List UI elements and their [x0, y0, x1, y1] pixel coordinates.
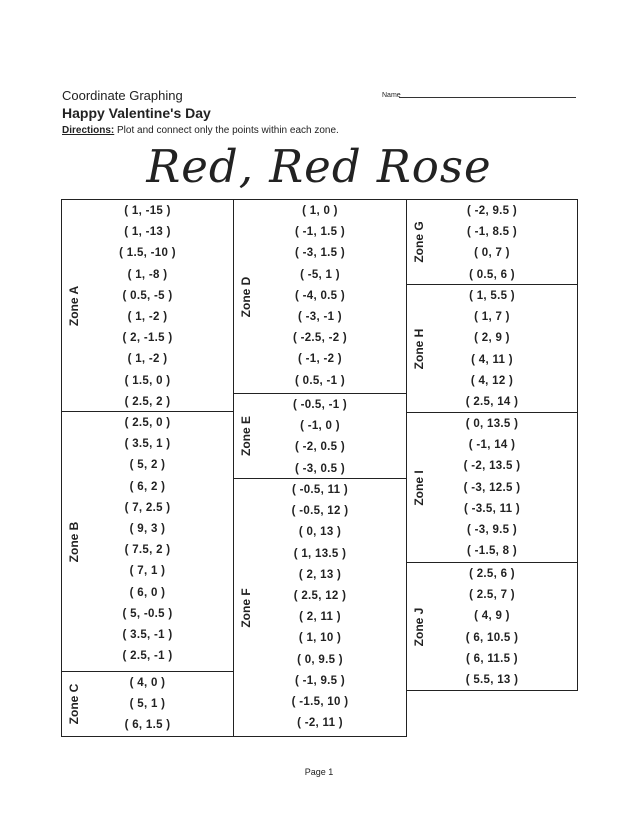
- coordinate-point: ( 1, -8 ): [127, 268, 168, 281]
- coordinate-point: ( 6, 11.5 ): [466, 652, 518, 665]
- coordinate-point: ( 6, 2 ): [129, 480, 166, 493]
- coordinate-point: ( -3, 1.5 ): [295, 247, 345, 260]
- coordinate-point: ( -2, 0.5 ): [295, 441, 345, 454]
- worksheet-subject: Coordinate Graphing: [62, 88, 183, 103]
- name-label: Name: [382, 92, 401, 99]
- zone-label-text: Zone F: [239, 587, 253, 628]
- zone-a: [61, 199, 234, 412]
- zone-j: [406, 562, 578, 691]
- zone-g: [406, 199, 578, 285]
- coordinate-point: ( -0.5, 11 ): [291, 484, 348, 496]
- coordinate-point: ( 7, 1 ): [129, 565, 166, 578]
- directions-text: Plot and connect only the points within each zone.: [114, 125, 339, 136]
- coordinate-point: ( 1.5, -10 ): [119, 247, 176, 260]
- coordinate-point: ( 6, 10.5 ): [465, 631, 519, 644]
- coordinate-point: ( 4, 12 ): [470, 374, 514, 387]
- zone-label-text: Zone H: [412, 328, 426, 369]
- coordinate-point: ( 1, 13.5 ): [293, 547, 347, 560]
- name-blank-line: [399, 97, 576, 98]
- coordinate-point: ( 2.5, 14 ): [465, 396, 519, 408]
- coordinate-point: ( 0, 9.5 ): [297, 653, 343, 666]
- coordinate-point: ( 4, 0 ): [129, 677, 166, 689]
- directions-label: Directions:: [62, 125, 115, 136]
- zone-label-text: Zone A: [67, 285, 81, 326]
- coordinate-point: ( 3.5, -1 ): [122, 629, 173, 641]
- zone-b: [61, 411, 234, 672]
- directions: [62, 125, 339, 136]
- zone-c: [61, 671, 234, 737]
- coordinate-point: ( -3, 9.5 ): [467, 524, 517, 536]
- zone-h: [406, 284, 578, 413]
- coordinate-point: ( -3.5, 11 ): [463, 502, 520, 515]
- coordinate-point: ( -2.5, -2 ): [292, 332, 348, 345]
- coordinate-point: ( 2.5, 2 ): [124, 395, 171, 408]
- coordinate-point: ( 2.5, 6 ): [469, 568, 515, 580]
- coordinate-point: ( 0.5, -1 ): [295, 374, 345, 387]
- coordinate-point: ( 0, 13 ): [298, 526, 342, 539]
- coordinate-point: ( 4, 11 ): [471, 353, 513, 366]
- coordinate-point: ( 5, -0.5 ): [122, 607, 173, 620]
- coordinate-point: ( 2.5, -1 ): [122, 650, 173, 663]
- coordinate-point: ( 1, -2 ): [127, 353, 168, 366]
- coordinate-point: ( -0.5, -1 ): [292, 399, 348, 411]
- page-number: Page 1: [304, 767, 334, 777]
- coordinate-point: ( -4, 0.5 ): [295, 289, 345, 302]
- coordinate-point: ( -2, 13.5 ): [463, 460, 521, 473]
- coordinate-point: ( 5, 2 ): [129, 459, 166, 472]
- coordinate-point: ( 2, 9 ): [474, 332, 510, 345]
- coordinate-point: ( 0.5, 6 ): [469, 268, 515, 281]
- coordinate-point: ( 2, -1.5 ): [122, 332, 173, 345]
- coordinate-point: ( -1, 1.5 ): [295, 226, 345, 239]
- coordinate-point: ( 1, -13 ): [124, 226, 171, 239]
- coordinate-point: ( -1, 9.5 ): [295, 674, 345, 687]
- coordinate-point: ( 3.5, 1 ): [124, 438, 171, 451]
- zone-label-text: Zone B: [67, 521, 81, 562]
- coordinate-point: ( 2.5, 12 ): [293, 590, 347, 602]
- zone-label-text: Zone J: [412, 607, 426, 646]
- coordinate-point: ( 2.5, 7 ): [469, 589, 515, 602]
- zone-i: [406, 412, 578, 563]
- column-right: [406, 199, 578, 691]
- coordinate-point: ( 6, 0 ): [129, 586, 166, 599]
- coordinate-point: ( -1, 8.5 ): [467, 226, 517, 239]
- zone-label-text: Zone I: [412, 469, 426, 506]
- coordinate-point: ( 7.5, 2 ): [124, 544, 171, 557]
- coordinate-point: ( -1.5, 10 ): [291, 696, 349, 708]
- coordinate-point: ( 1, 5.5 ): [469, 290, 515, 302]
- coordinate-point: ( -1, 14 ): [468, 439, 516, 452]
- zone-d: [233, 199, 407, 394]
- coordinate-point: ( -1, -2 ): [298, 353, 342, 366]
- coordinate-point: ( 1, -15 ): [124, 205, 171, 217]
- coordinate-point: ( 9, 3 ): [129, 523, 166, 535]
- coordinate-point: ( 1, -2 ): [127, 311, 168, 323]
- coordinate-point: ( 5.5, 13 ): [465, 674, 519, 686]
- coordinate-point: ( 4, 9 ): [474, 610, 510, 623]
- coordinate-point: ( 2, 13 ): [298, 568, 342, 581]
- coordinate-point: ( 0, 13.5 ): [465, 418, 519, 430]
- coordinate-point: ( 2, 11 ): [299, 611, 341, 624]
- zone-label-text: Zone E: [239, 415, 253, 457]
- column-left: [61, 199, 234, 737]
- coordinate-point: ( -3, 12.5 ): [463, 481, 521, 494]
- worksheet-heading: Red, Red Rose: [146, 140, 492, 193]
- coordinate-point: ( 1, 0 ): [302, 205, 338, 217]
- coordinate-point: ( 7, 2.5 ): [124, 501, 171, 514]
- coordinate-point: ( -5, 1 ): [300, 268, 340, 281]
- zone-e: [233, 393, 407, 479]
- coordinate-point: ( 0.5, -5 ): [122, 289, 173, 302]
- column-middle: [233, 199, 407, 737]
- zone-label-text: Zone C: [67, 683, 81, 725]
- coordinate-point: ( -1.5, 8 ): [467, 545, 517, 558]
- coordinate-point: ( -3, -1 ): [298, 311, 342, 323]
- coordinate-point: ( -2, 9.5 ): [467, 205, 517, 217]
- coordinate-point: ( 6, 1.5 ): [124, 719, 171, 732]
- coordinate-point: ( -3, 0.5 ): [295, 462, 345, 475]
- zone-label-text: Zone D: [239, 276, 253, 317]
- coordinate-point: ( 0, 7 ): [474, 247, 510, 260]
- coordinate-point: ( 1, 7 ): [474, 311, 510, 324]
- coordinate-point: ( -0.5, 12 ): [291, 505, 349, 518]
- coordinate-point: ( 1.5, 0 ): [124, 374, 171, 387]
- coordinate-point: ( 5, 1 ): [129, 698, 166, 711]
- worksheet-title: Happy Valentine's Day: [62, 105, 211, 121]
- coordinate-point: ( -1, 0 ): [300, 420, 340, 433]
- coordinate-point: ( 1, 10 ): [298, 632, 342, 645]
- zone-label-text: Zone G: [412, 221, 426, 263]
- zone-f: [233, 478, 407, 737]
- coordinate-point: ( 2.5, 0 ): [124, 417, 171, 429]
- coordinate-point: ( -2, 11 ): [297, 717, 343, 730]
